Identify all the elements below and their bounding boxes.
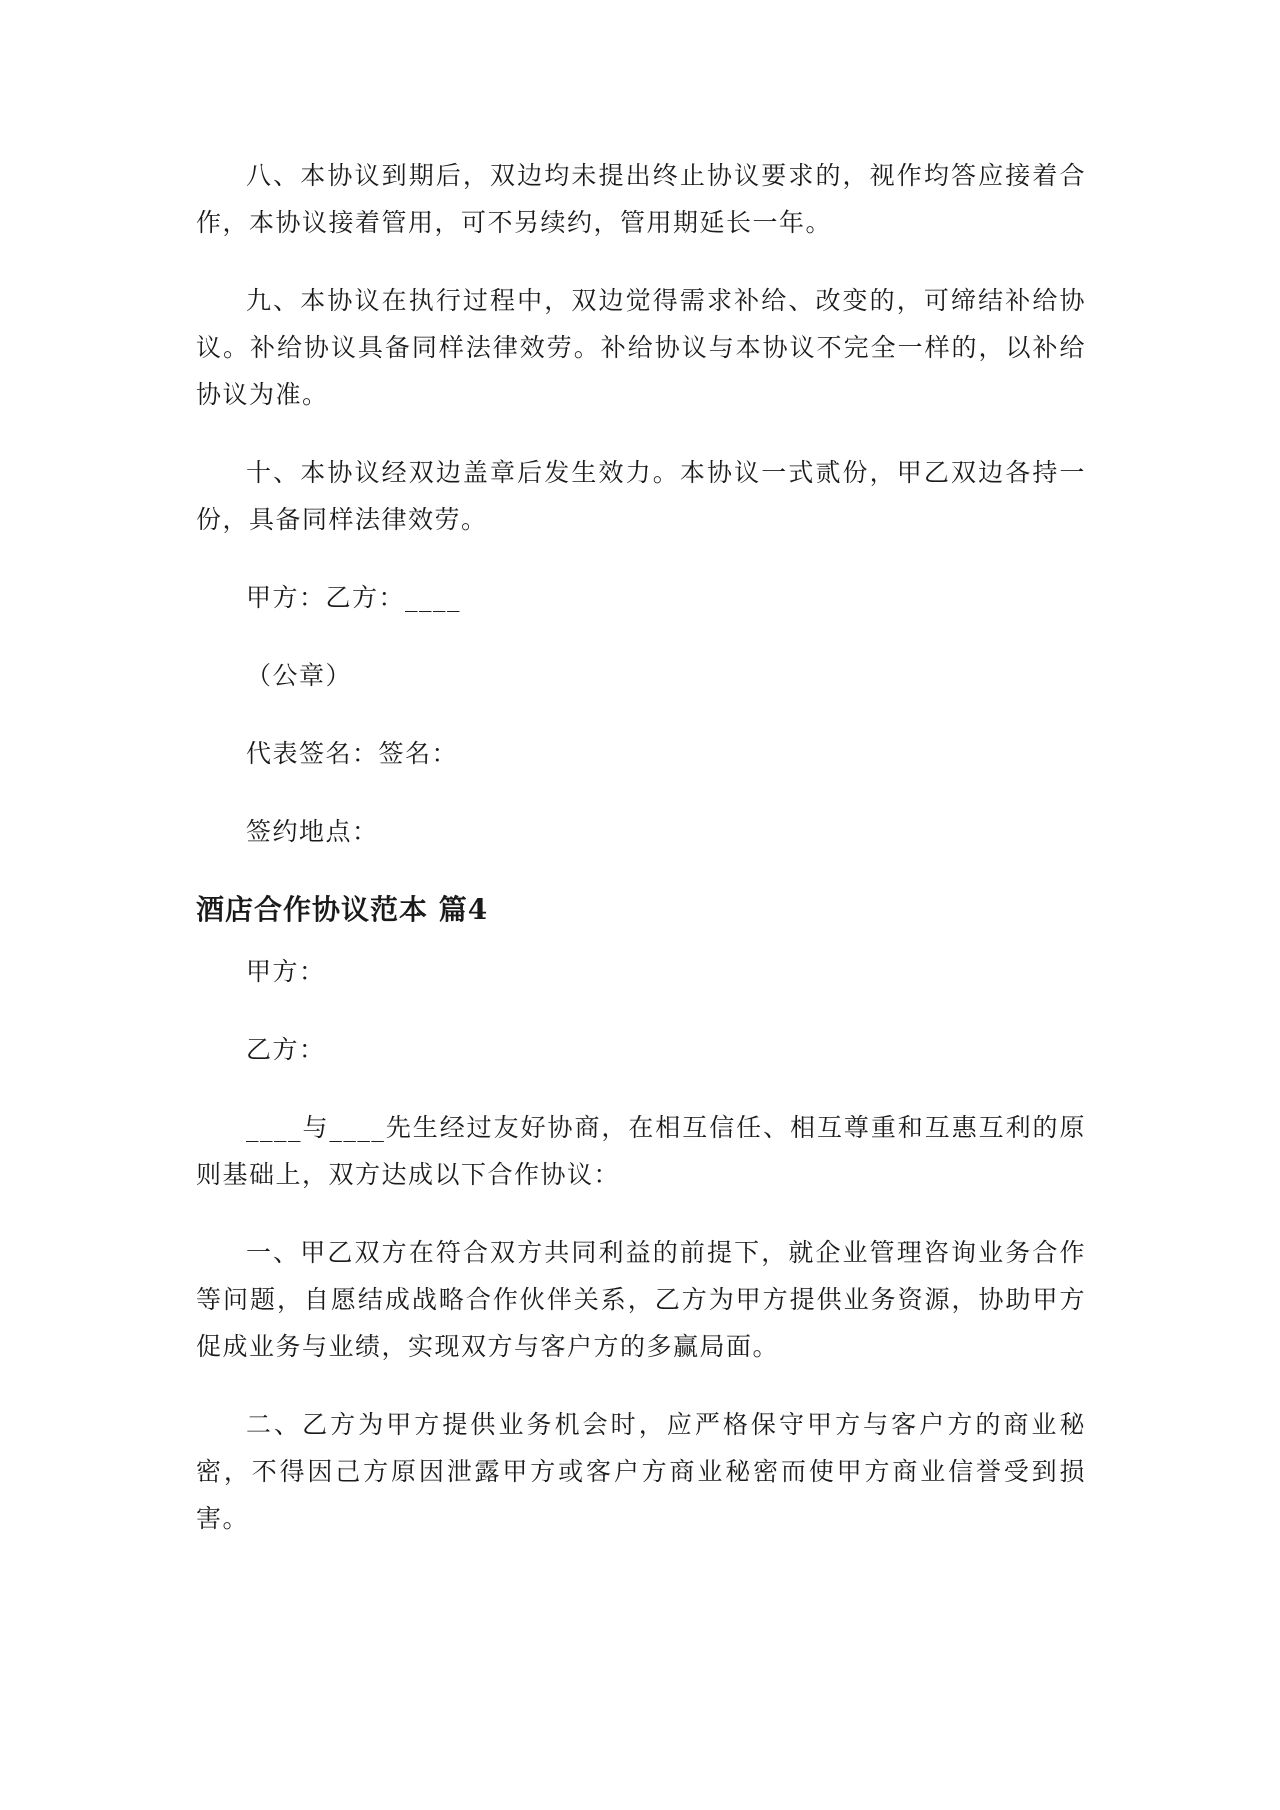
document-body	[196, 152, 1086, 1573]
preamble: ____与____先生经过友好协商，在相互信任、相互尊重和互惠互利的原则基础上，双方达成以下合作协议：	[196, 1113, 1086, 1189]
official-seal-label: （公章）	[246, 661, 353, 690]
signing-location: 签约地点：	[246, 817, 379, 846]
representative-signature: 代表签名：签名：	[246, 739, 459, 768]
section-title: 酒店合作协议范本 篇4	[196, 893, 489, 926]
clause-10: 十、本协议经双边盖章后发生效力。本协议一式贰份，甲乙双边各持一份，具备同样法律效劳。	[196, 458, 1086, 534]
party-b-label: 乙方：	[246, 1035, 326, 1064]
clause-1: 一、甲乙双方在符合双方共同利益的前提下，就企业管理咨询业务合作等问题，自愿结成战略合作伙伴关系，乙方为甲方提供业务资源，协助甲方促成业务与业绩，实现双方与客户方的多赢局面。	[196, 1238, 1086, 1361]
signature-parties: 甲方：乙方：____	[246, 583, 462, 612]
clause-9: 九、本协议在执行过程中，双边觉得需求补给、改变的，可缔结补给协议。补给协议具备同样法律效劳。补给协议与本协议不完全一样的，以补给协议为准。	[196, 286, 1086, 409]
clause-8: 八、本协议到期后，双边均未提出终止协议要求的，视作均答应接着合作，本协议接着管用，可不另续约，管用期延长一年。	[196, 161, 1086, 237]
clause-2: 二、乙方为甲方提供业务机会时，应严格保守甲方与客户方的商业秘密，不得因己方原因泄露甲方或客户方商业秘密而使甲方商业信誉受到损害。	[196, 1410, 1086, 1533]
party-a-label: 甲方：	[246, 957, 326, 986]
